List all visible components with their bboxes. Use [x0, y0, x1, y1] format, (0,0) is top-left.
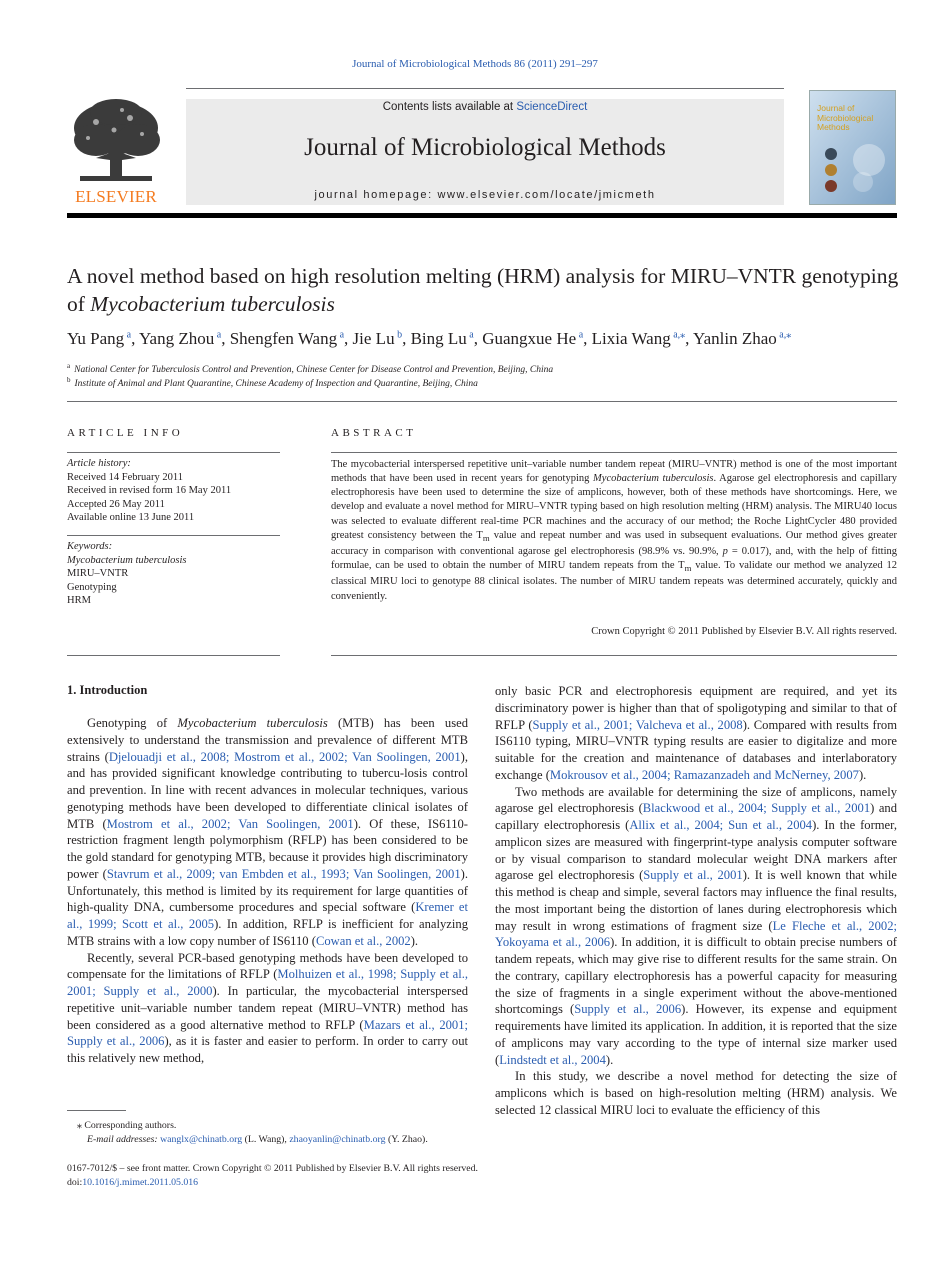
body-text: ). Unfortunately, this method is limited by its requirement for large quantities of high-quality DNA, cumbersome procedures and special software (	[67, 866, 468, 915]
article-info-heading: ARTICLE INFO	[67, 427, 184, 439]
history-accepted: Accepted 26 May 2011	[67, 498, 165, 510]
author-affiliation-mark[interactable]: a,⁎	[776, 329, 792, 341]
author-name: Yang Zhou	[138, 329, 215, 348]
affiliation-mark: b	[67, 376, 71, 384]
body-text: ). Compared with results from IS6110 typing, MIRU–VNTR typing results are easier to digitalize and more suitable for the creation and maintenance of databases and interlaboratory exchange (	[495, 717, 897, 782]
left-column	[67, 715, 468, 1067]
citation-link[interactable]: Molhuizen et al., 1998; Supply et al., 2001; Supply et al., 2000	[67, 967, 468, 998]
body-text: ), and has provided significant knowledge contributing to tubercu-losis control and prevention. In line with recent advances in molecular techniques, various genotyping methods have been developed to differentiate clinical isolates of MTB (	[67, 749, 468, 831]
introduction-heading: 1. Introduction	[67, 683, 148, 697]
affiliation-a	[67, 362, 553, 375]
tm-subscript: m	[482, 532, 490, 543]
citation-link[interactable]: Kremer et al., 1999; Scott et al., 2005	[67, 900, 469, 931]
elsevier-wordmark: ELSEVIER	[75, 187, 157, 206]
intro-paragraph-2-cont	[495, 683, 897, 784]
footnote-label: Corresponding authors.	[84, 1120, 177, 1131]
keyword-item: MIRU–VNTR	[67, 568, 129, 580]
body-text: ). In addition, RFLP is inefficient for analyzing MTB strains with a low copy number of IS6110 (	[67, 917, 468, 948]
body-text: ) and capillary electrophoresis (	[495, 801, 897, 832]
paper-title	[67, 262, 907, 318]
citation-link[interactable]: Blackwood et al., 2004; Supply et al., 2001	[642, 801, 871, 816]
species-name: Mycobacterium tuberculosis	[177, 716, 328, 730]
body-text: ).	[858, 767, 867, 782]
journal-homepage[interactable]: journal homepage: www.elsevier.com/locate/jmicmeth	[314, 189, 656, 201]
journal-cover-thumbnail	[809, 90, 896, 205]
journal-name: Journal of Microbiological Methods	[304, 134, 666, 161]
author-affiliation-mark[interactable]: a	[214, 329, 222, 341]
abstract-rule	[331, 452, 897, 453]
header-thick-rule	[67, 213, 897, 218]
body-text: ).	[605, 1052, 614, 1067]
intro-paragraph-4: In this study, we describe a novel method for detecting the size of amplicons which is based on high-resolution melting (HRM) analysis. We selected 12 classical MIRU loci to evaluate the efficiency of this	[495, 1069, 897, 1117]
citation-link[interactable]: Mostrom et al., 2002; Van Soolingen, 2001	[106, 816, 354, 831]
author-name: Shengfen Wang	[229, 329, 338, 348]
intro-paragraph-2	[67, 950, 468, 1067]
contents-prefix: Contents lists available at	[382, 101, 517, 113]
body-text: ), as it is faster and easier to perform. In order to carry out this relatively new method,	[67, 1034, 468, 1065]
email-label: E-mail addresses:	[87, 1134, 161, 1145]
affiliation-text: Institute of Animal and Plant Quarantine, Chinese Academy of Inspection and Quarantine, Beijing, China	[74, 379, 478, 390]
author-list: Yu Pang $^a$, Yang Zhou $^a$, Shengfen Wang $^a$, Jie Lu $^b$, Bing Lu $^a$, Guangxue He $^a$, Lixia Wang $^{a,⁎}$, Yanlin Zhao $^{a,⁎}$	[67, 329, 792, 348]
keywords-label: Keywords:	[67, 541, 113, 552]
history-received: Received 14 February 2011	[67, 471, 183, 483]
footnote-rule	[67, 1110, 126, 1111]
email-link-zhao[interactable]: zhaoyanlin@chinatb.org	[289, 1134, 386, 1145]
keywords-rule	[67, 535, 280, 536]
affiliation-mark: a	[67, 362, 71, 370]
body-text: ). In particular, the mycobacterial interspersed repetitive unit–variable number tandem repeat (MIRU–VNTR) method has been considered as a good alternative method to RFLP (	[67, 984, 468, 1032]
title-text: A novel method based on high resolution melting (HRM) analysis for MIRU–VNTR genotyping of	[67, 264, 899, 316]
history-label: Article history:	[67, 458, 131, 469]
author-affiliation-mark[interactable]: b	[394, 329, 403, 341]
affiliation-text: National Center for Tuberculosis Control and Prevention, Chinese Center for Disease Control and Prevention, Beijing, China	[74, 365, 554, 376]
intro-paragraph-3	[495, 784, 897, 1069]
abstract-text	[331, 458, 897, 604]
cover-title: Journal of Microbiological Methods	[817, 103, 874, 132]
body-text: ). In addition, it is difficult to obtain precise numbers of tandem repeats, which may give rise to different results for the same strain. On the contrary, capillary electrophoresis has a powerful capacity for measuring the size of fragments in a single experiment without the above-mentioned shortcomings (	[495, 935, 897, 1017]
author-affiliation-mark[interactable]: a	[124, 329, 132, 341]
right-column	[495, 683, 897, 1119]
history-online: Available online 13 June 2011	[67, 512, 195, 524]
section-rule	[67, 401, 897, 402]
affiliation-b	[67, 376, 478, 389]
email-owner: (Y. Zhao).	[385, 1134, 428, 1145]
citation-link[interactable]: Supply et al., 2006	[574, 1002, 682, 1017]
abstract-sentence: = 0.017), and, with the help of fitting formulae, can be used to obtain the number of MIRU tandem repeats from the T	[331, 546, 897, 572]
article-info-rule	[67, 452, 280, 453]
body-text: ).	[410, 933, 419, 948]
author-affiliation-mark[interactable]: a	[466, 329, 474, 341]
bottom-info	[67, 1162, 478, 1190]
sciencedirect-link[interactable]: ScienceDirect	[516, 101, 588, 113]
header-rule	[186, 88, 784, 89]
email-owner: (L. Wang),	[242, 1134, 290, 1145]
body-text: Two methods are available for determining the size of amplicons, namely agarose gel electrophoresis (	[495, 784, 897, 816]
author-name: Yanlin Zhao	[693, 329, 777, 348]
author-name: Lixia Wang	[591, 329, 671, 348]
citation-link[interactable]: Supply et al., 2001; Valcheva et al., 2008	[532, 717, 743, 732]
citation-link[interactable]: Cowan et al., 2002	[315, 933, 411, 948]
body-text: ). Of these, IS6110-restriction fragment length polymorphism (RFLP) has been considered to be the gold standard for genotyping MTB, because it provides high discriminatory power (	[67, 816, 468, 881]
issn-line: 0167-7012/$ – see front matter. Crown Copyright © 2011 Published by Elsevier B.V. All rights reserved.	[67, 1163, 478, 1174]
abstract-sentence: . Agarose gel electrophoresis and capillary electrophoresis have been used to determine the size of amplicons, however, both of these methods have shortcomings. Here, we develop and evaluate a novel method for MIRU–VNTR typing based on high resolution melting (HRM) analysis. The MIRU40 locus was selected to evaluate different real-time PCR machines and the accuracy of our method; the Roche LightCycler 480 provided greatest consistency between the T	[331, 473, 897, 541]
keywords	[67, 540, 280, 608]
abstract-sentence: value. To validate our method we analyzed 12 classical MIRU loci to genotype 88 clinical isolates. The number of MIRU tandem repeats was determined accurately, quickly and conveniently.	[331, 560, 897, 602]
doi-link[interactable]: 10.1016/j.mimet.2011.05.016	[82, 1177, 199, 1188]
contents-line	[186, 101, 784, 113]
abstract-species: Mycobacterium tuberculosis	[593, 473, 714, 485]
tm-subscript: m	[684, 563, 692, 574]
author-name: Yu Pang	[67, 329, 125, 348]
citation-link[interactable]: Mokrousov et al., 2004; Ramazanzadeh and McNerney, 2007	[549, 767, 859, 782]
body-text: ). It is well known that while this method is cheap and simple, several factors may influence the final results, the most important being the distortion of lanes during electrophoresis which may result in wrong estimations of fragment size (	[495, 868, 897, 933]
citation-link[interactable]: Stavrum et al., 2009; van Embden et al., 1993; Van Soolingen, 2001	[106, 866, 461, 881]
intro-paragraph-1	[67, 715, 468, 950]
author-affiliation-mark[interactable]: a	[337, 329, 345, 341]
citation-link[interactable]: Lindstedt et al., 2004	[499, 1052, 606, 1067]
citation-link[interactable]: Djelouadji et al., 2008; Mostrom et al., 2002; Van Soolingen, 2001	[108, 749, 461, 764]
body-text: (MTB) has been used extensively to understand the transmission and prevalence of different MTB strains (	[67, 716, 468, 764]
title-species: Mycobacterium tuberculosis	[90, 292, 335, 316]
history-revised: Received in revised form 16 May 2011	[67, 485, 232, 497]
author-name: Bing Lu	[410, 329, 467, 348]
author-affiliation-mark[interactable]: a,⁎	[670, 329, 686, 341]
abstract-sentence: The mycobacterial interspersed repetitive unit–variable number tandem repeat (MIRU–VNTR) method is one of the most important methods that have been used in recent years for genotyping	[331, 459, 897, 485]
elsevier-logo	[66, 98, 166, 206]
article-history	[67, 457, 280, 525]
doi-label: doi:	[67, 1177, 83, 1188]
citation-link[interactable]: Mazars et al., 2001; Supply et al., 2006	[67, 1017, 469, 1049]
footnote-mark: ⁎	[77, 1120, 82, 1131]
email-link-wang[interactable]: wanglx@chinatb.org	[160, 1134, 243, 1145]
article-info-bottom-rule	[67, 655, 280, 656]
abstract-sentence: value and repeat number and was used in subsequent evaluations. Our method gives greater accuracy in comparison with conventional agarose gel electrophoresis (98.9% vs. 90.9%,	[331, 529, 897, 558]
p-value-symbol: p	[722, 546, 728, 558]
abstract-heading: ABSTRACT	[331, 427, 417, 439]
author-name: Jie Lu	[352, 329, 395, 348]
keyword-item: HRM	[67, 595, 91, 607]
abstract-copyright: Crown Copyright © 2011 Published by Elsevier B.V. All rights reserved.	[591, 626, 897, 637]
body-text: ). However, its expense and equipment requirements have limited its application. In addition, it is reported that the size of amplicons may vary according to the type of internal size marker used (	[495, 1002, 897, 1067]
abstract-bottom-rule	[331, 655, 897, 656]
body-text: Genotyping of	[87, 716, 178, 730]
keyword-item: Mycobacterium tuberculosis	[67, 554, 187, 566]
body-text: ). In the former, amplicon sizes are measured with fingerprint-type analysis computer software or by visual comparison to standard molecular weight DNA markers after agarose gel electrophoresis (	[495, 818, 897, 883]
keyword-item: Genotyping	[67, 581, 117, 593]
citation-link[interactable]: Le Fleche et al., 2002; Yokoyama et al., 2006	[495, 918, 897, 950]
author-name: Guangxue He	[482, 329, 577, 348]
citation-link[interactable]: Allix et al., 2004; Sun et al., 2004	[629, 818, 813, 832]
footnote	[67, 1119, 428, 1147]
citation-link[interactable]: Supply et al., 2001	[643, 868, 743, 883]
journal-reference[interactable]: Journal of Microbiological Methods 86 (2011) 291–297	[352, 58, 598, 70]
author-affiliation-mark[interactable]: a	[576, 329, 584, 341]
body-text: Recently, several PCR-based genotyping methods have been developed to compensate for the limitations of RFLP (	[67, 950, 468, 982]
body-text: only basic PCR and electrophoresis equipment are required, and yet its discriminatory power is higher than that of spoligotyping and similar to that of RFLP (	[495, 684, 897, 732]
